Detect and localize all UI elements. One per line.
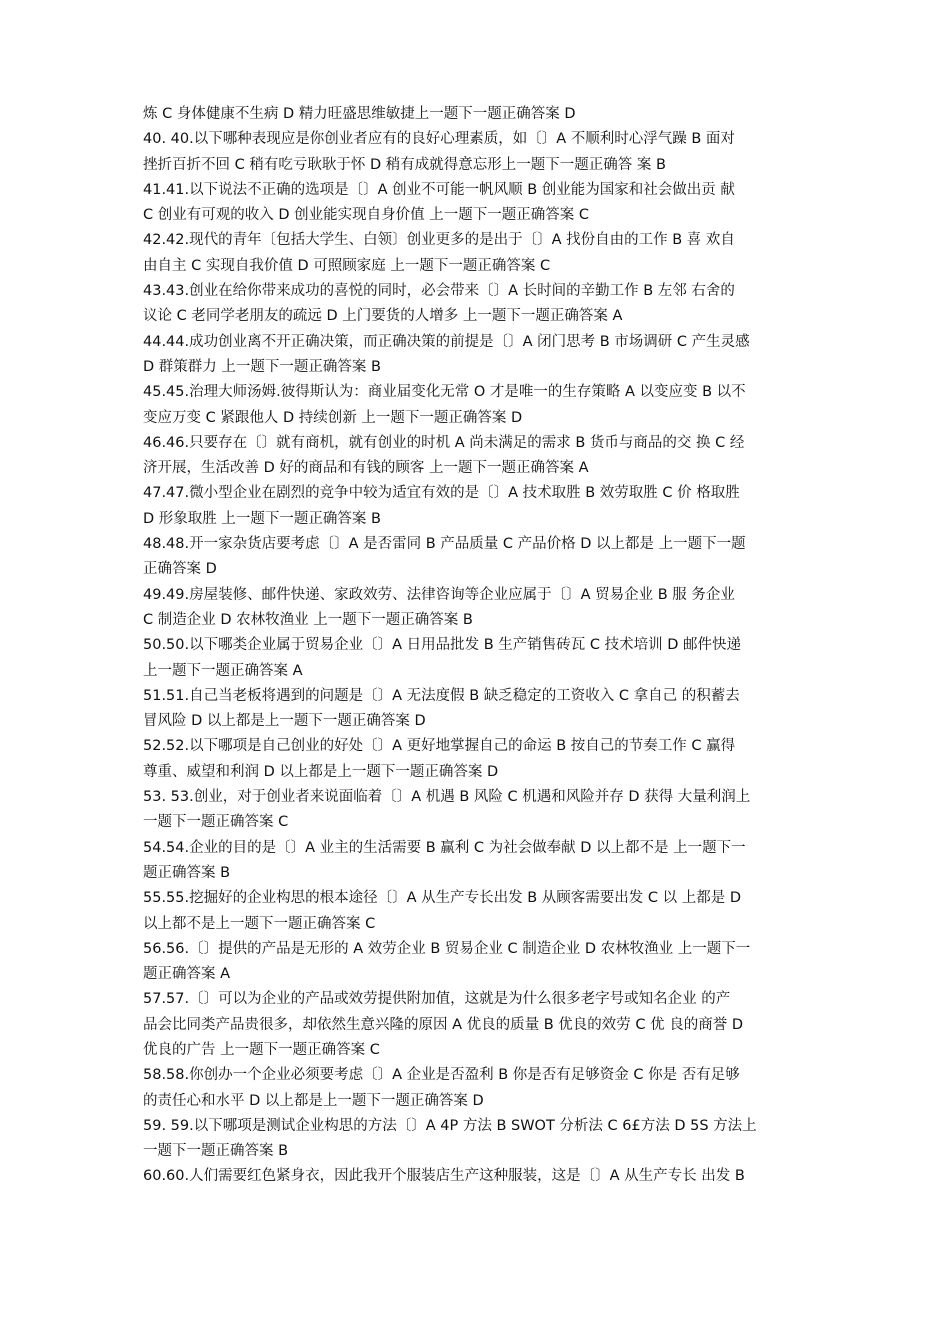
text-line: 46.46.只要存在〔〕就有商机，就有创业的时机 A 尚未满足的需求 B 货币与商品的交 换 C 经: [143, 434, 745, 451]
text-line: D 群策群力 上一题下一题正确答案 B: [143, 358, 381, 375]
text-line: 挫折百折不回 C 稍有吃亏耿耿于怀 D 稍有成就得意忘形上一题下一题正确答 案 B: [143, 156, 666, 173]
text-line: D 形象取胜 上一题下一题正确答案 B: [143, 510, 381, 527]
text-line: 一题下一题正确答案 C: [143, 814, 289, 831]
text-line: 的责任心和水平 D 以上都是上一题下一题正确答案 D: [143, 1092, 484, 1109]
text-line: 尊重、威望和利润 D 以上都是上一题下一题正确答案 D: [143, 763, 499, 780]
text-line: 52.52.以下哪项是自己创业的好处〔〕A 更好地掌握自己的命运 B 按自己的节奏工作 C 赢得: [143, 738, 736, 755]
text-line: 51.51.自己当老板将遇到的问题是〔〕A 无法度假 B 缺乏稳定的工资收入 C 拿自己 的积蓄去: [143, 687, 740, 704]
text-line: 品会比同类产品贵很多，却依然生意兴隆的原因 A 优良的质量 B 优良的效劳 C 优 良的商誉 D: [143, 1016, 744, 1033]
text-line: 53. 53.创业，对于创业者来说面临着〔〕A 机遇 B 风险 C 机遇和风险并存 D 获得 大量利润上: [143, 789, 751, 806]
text-line: 由自主 C 实现自我价值 D 可照顾家庭 上一题下一题正确答案 C: [143, 257, 551, 274]
text-line: 题正确答案 B: [143, 864, 231, 881]
text-line: 优良的广告 上一题下一题正确答案 C: [143, 1041, 380, 1058]
text-line: 题正确答案 A: [143, 966, 231, 983]
text-line: 济开展，生活改善 D 好的商品和有钱的顾客 上一题下一题正确答案 A: [143, 460, 589, 477]
text-line: 56.56.〔〕提供的产品是无形的 A 效劳企业 B 贸易企业 C 制造企业 D 农林牧渔业 上一题下一: [143, 940, 751, 957]
document-page: [143, 102, 823, 1190]
text-line: 44.44.成功创业离不开正确决策，而正确决策的前提是〔〕A 闭门思考 B 市场调研 C 产生灵感: [143, 333, 750, 350]
text-line: 60.60.人们需要红色紧身衣，因此我开个服装店生产这种服装，这是〔〕A 从生产专长 出发 B: [143, 1168, 745, 1185]
text-line: 上一题下一题正确答案 A: [143, 662, 303, 679]
text-line: 40. 40.以下哪种表现应是你创业者应有的良好心理素质，如〔〕A 不顺利时心浮气躁 B 面对: [143, 131, 735, 148]
text-line: 47.47.微小型企业在剧烈的竞争中较为适宜有效的是〔〕A 技术取胜 B 效劳取胜 C 价 格取胜: [143, 485, 740, 502]
text-line: 42.42.现代的青年〔包括大学生、白领〕创业更多的是出于〔〕A 找份自由的工作 B 喜 欢自: [143, 232, 735, 249]
text-line: 45.45.治理大师汤姆.彼得斯认为：商业届变化无常 O 才是唯一的生存策略 A 以变应变 B 以不: [143, 384, 746, 401]
text-line: 57.57.〔〕可以为企业的产品或效劳提供附加值，这就是为什么很多老字号或知名企业 的产: [143, 991, 731, 1008]
text-line: C 创业有可观的收入 D 创业能实现自身价值 上一题下一题正确答案 C: [143, 207, 589, 224]
text-line: 55.55.挖掘好的企业构思的根本途径〔〕A 从生产专长出发 B 从顾客需要出发 C 以 上都是 D: [143, 890, 742, 907]
text-line: C 制造企业 D 农林牧渔业 上一题下一题正确答案 B: [143, 611, 473, 628]
text-line: 一题下一题正确答案 B: [143, 1143, 289, 1160]
text-line: 43.43.创业在给你带来成功的喜悦的同时，必会带来〔〕A 长时间的辛勤工作 B 左邻 右舍的: [143, 283, 735, 300]
text-line: 50.50.以下哪类企业属于贸易企业〔〕A 日用品批发 B 生产销售砖瓦 C 技术培训 D 邮件快递: [143, 637, 742, 654]
text-line: 以上都不是上一题下一题正确答案 C: [143, 915, 376, 932]
text-line: 正确答案 D: [143, 561, 217, 578]
text-line: 冒风险 D 以上都是上一题下一题正确答案 D: [143, 713, 426, 730]
text-line: 炼 C 身体健康不生病 D 精力旺盛思维敏捷上一题下一题正确答案 D: [143, 106, 576, 122]
text-line: 41.41.以下说法不正确的选项是〔〕A 创业不可能一帆风顺 B 创业能为国家和社会做出贡 献: [143, 181, 735, 198]
text-line: 59. 59.以下哪项是测试企业构思的方法〔〕A 4P 方法 B SWOT 分析法 C 6£方法 D 5S 方法上: [143, 1117, 757, 1134]
text-line: 48.48.开一家杂货店要考虑〔〕A 是否雷同 B 产品质量 C 产品价格 D 以上都是 上一题下一题: [143, 536, 746, 553]
text-line: 54.54.企业的目的是〔〕A 业主的生活需要 B 赢利 C 为社会做奉献 D 以上都不是 上一题下一: [143, 839, 746, 856]
text-line: 58.58.你创办一个企业必须要考虑〔〕A 企业是否盈利 B 你是否有足够资金 C 你是 否有足够: [143, 1067, 740, 1084]
text-line: 议论 C 老同学老朋友的疏远 D 上门要货的人增多 上一题下一题正确答案 A: [143, 308, 623, 325]
text-line: 变应万变 C 紧跟他人 D 持续创新 上一题下一题正确答案 D: [143, 409, 523, 426]
text-line: 49.49.房屋装修、邮件快递、家政效劳、法律咨询等企业应属于〔〕A 贸易企业 B 服 务企业: [143, 586, 735, 603]
